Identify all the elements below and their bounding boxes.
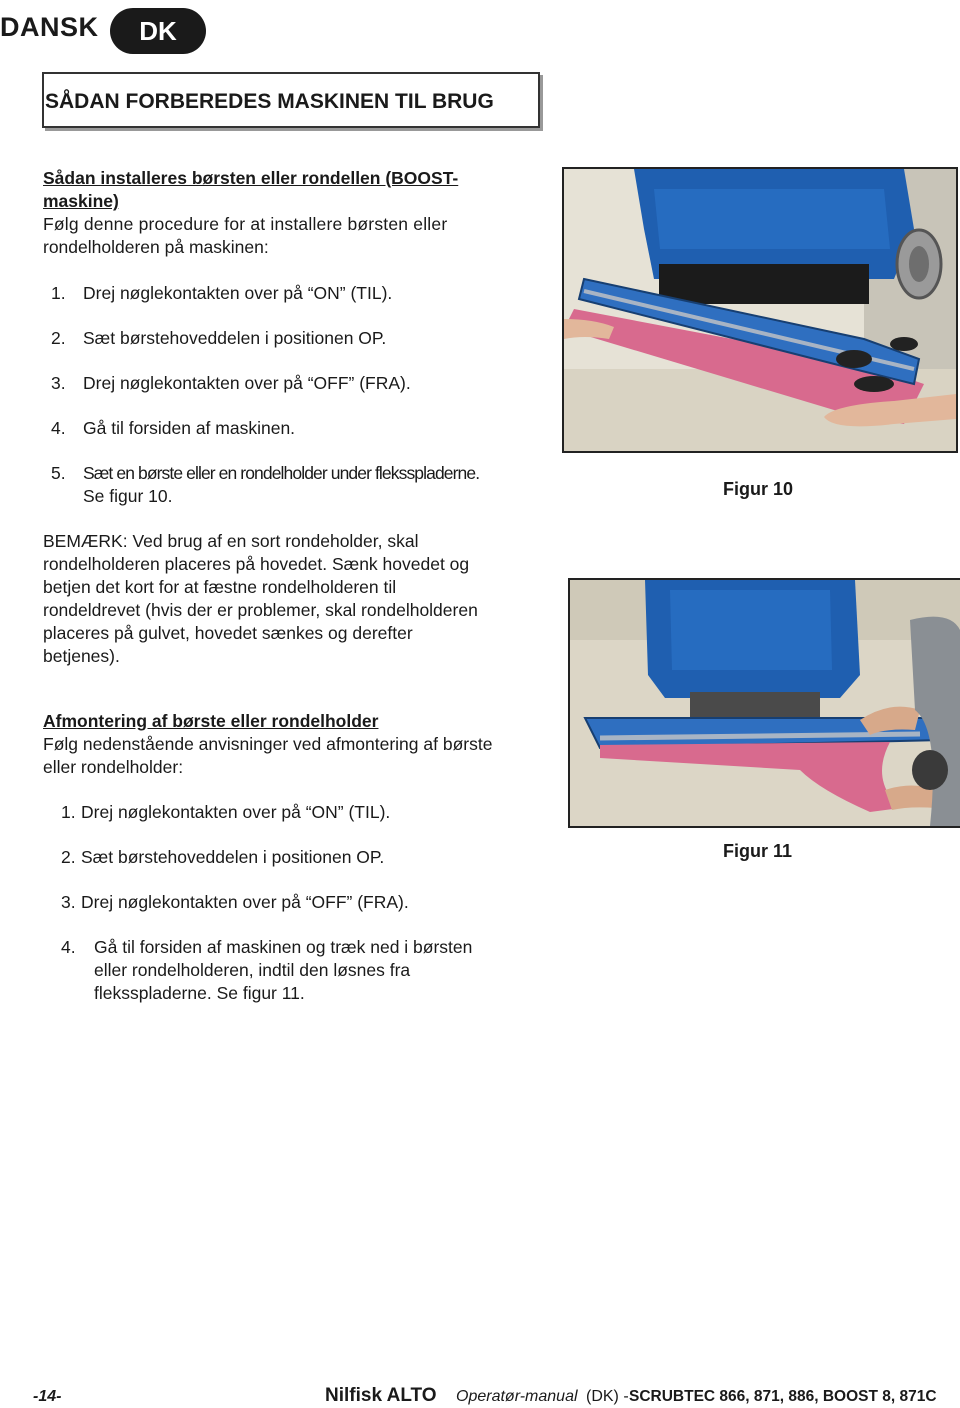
removal-step-1-number: 1. [61,802,76,822]
install-intro-line-1: Følg denne procedure for at installere børsten eller [43,214,448,234]
note-line-5: placeres på gulvet, hovedet sænkes og derefter [43,623,413,643]
figure-10-caption: Figur 10 [723,479,794,499]
removal-intro-line-2: eller rondelholder: [43,757,184,777]
install-step-5-cont: Se figur 10. [83,486,173,506]
footer-manual: Operatør-manual [456,1388,578,1405]
install-step-4-number: 4. [51,418,66,438]
removal-heading: Afmontering af børste eller rondelholder [43,711,379,731]
removal-step-3-number: 3. [61,892,76,912]
removal-step-4-cont-2: fleksspladerne. Se figur 11. [94,983,305,1003]
figure-10-illustration [564,169,956,451]
note-line-1: BEMÆRK: Ved brug af en sort rondeholder, skal [43,531,419,551]
note-line-2: rondelholderen placeres på hovedet. Sænk hovedet og [43,554,470,574]
install-intro-line-2: rondelholderen på maskinen: [43,237,269,257]
language-badge: DK [110,8,206,54]
figure-10-photo [562,167,958,453]
language-label: DANSK [0,12,99,42]
footer-brand: Nilfisk ALTO [325,1385,437,1406]
note-line-3: betjen det kort for at fæstne rondelholderen til [43,577,397,597]
removal-step-1: Drej nøglekontakten over på “ON” (TIL). [81,802,391,822]
note-line-6: betjenes). [43,646,120,666]
install-step-5: Sæt en børste eller en rondelholder under fleksspladerne. [83,463,480,483]
removal-step-2: Sæt børstehoveddelen i positionen OP. [81,847,385,867]
section-title: SÅDAN FORBEREDES MASKINEN TIL BRUG [45,90,494,113]
install-heading-line-2: maskine) [43,191,119,211]
footer-models: SCRUBTEC 866, 871, 886, BOOST 8, 871C [629,1388,937,1405]
figure-11-caption: Figur 11 [723,841,793,861]
install-heading-line-1: Sådan installeres børsten eller rondellen (BOOST- [43,168,459,188]
install-step-3: Drej nøglekontakten over på “OFF” (FRA). [83,373,411,393]
page-number: -14- [33,1388,62,1405]
install-step-5-number: 5. [51,463,66,483]
install-step-1-number: 1. [51,283,66,303]
removal-step-4: Gå til forsiden af maskinen og træk ned i børsten [94,937,473,957]
install-step-4: Gå til forsiden af maskinen. [83,418,296,438]
removal-step-4-number: 4. [61,937,76,957]
figure-11-photo [568,578,960,828]
removal-intro-line-1: Følg nedenstående anvisninger ved afmontering af børste [43,734,493,754]
install-step-1: Drej nøglekontakten over på “ON” (TIL). [83,283,393,303]
removal-step-3: Drej nøglekontakten over på “OFF” (FRA). [81,892,409,912]
figure-11-illustration [570,580,960,826]
removal-step-2-number: 2. [61,847,76,867]
install-step-2: Sæt børstehoveddelen i positionen OP. [83,328,387,348]
install-step-3-number: 3. [51,373,66,393]
removal-step-4-cont-1: eller rondelholderen, indtil den løsnes fra [94,960,411,980]
note-line-4: rondeldrevet (hvis der er problemer, skal rondelholderen [43,600,478,620]
install-step-2-number: 2. [51,328,66,348]
footer-language-code: (DK) - [586,1388,629,1405]
